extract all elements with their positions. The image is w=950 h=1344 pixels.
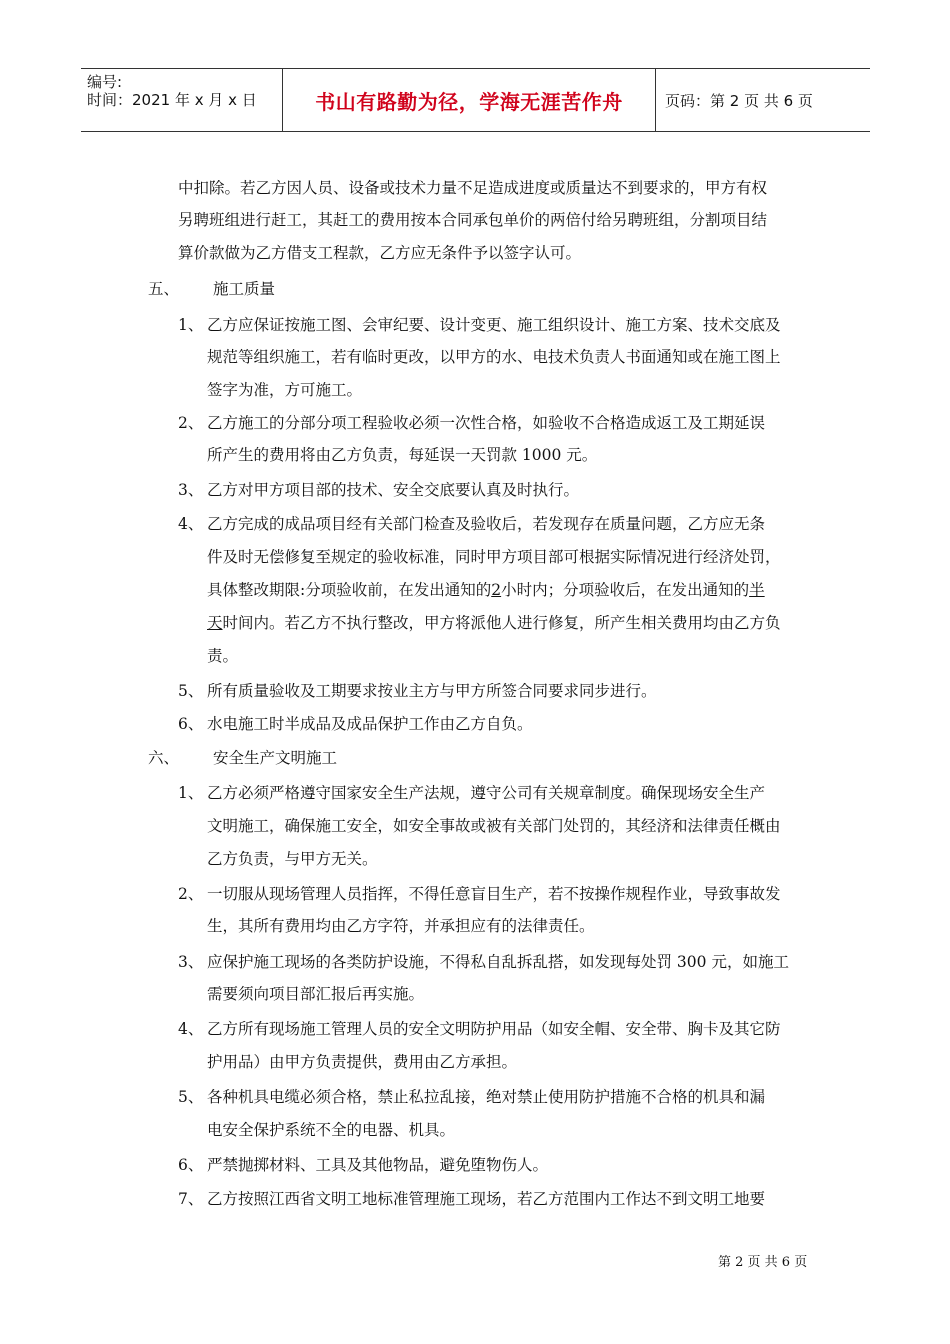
motto: 书山有路勤为径，学海无涯苦作舟 — [315, 89, 623, 114]
body-line: 中扣除。若乙方因人员、设备或技术力量不足造成进度或质量达不到要求的，甲方有权 — [178, 179, 768, 197]
header-meta — [81, 69, 281, 131]
item-number: 4、 — [178, 1020, 204, 1038]
section-number: 六、 — [148, 749, 180, 767]
page-footer: 第 2 页 共 6 页 — [718, 1255, 808, 1270]
item-number: 5、 — [178, 682, 204, 700]
section-number: 五、 — [148, 280, 180, 298]
item-line: 乙方施工的分部分项工程验收必须一次性合格，如验收不合格造成返工及工期延误 — [207, 414, 766, 432]
section-title: 施工质量 — [213, 280, 276, 298]
item-line: 乙方负责，与甲方无关。 — [207, 850, 378, 868]
item-line: 规范等组织施工，若有临时更改，以甲方的水、电技术负责人书面通知或在施工图上 — [207, 348, 781, 366]
item-number: 7、 — [178, 1190, 204, 1208]
item-line: 应保护施工现场的各类防护设施，不得私自乱拆乱搭，如发现每处罚 300 元，如施工 — [207, 953, 789, 971]
item-line: 乙方应保证按施工图、会审纪要、设计变更、施工组织设计、施工方案、技术交底及 — [207, 316, 781, 334]
item-line: 责。 — [207, 647, 239, 665]
underlined-day: 天 — [207, 614, 223, 632]
item-line: 乙方必须严格遵守国家安全生产法规，遵守公司有关规章制度。确保现场安全生产 — [207, 784, 766, 802]
item-line: 乙方对甲方项目部的技术、安全交底要认真及时执行。 — [207, 481, 580, 499]
item-text: 小时内；分项验收后，在发出通知的 — [501, 581, 750, 599]
item-line: 文明施工，确保施工安全，如安全事故或被有关部门处罚的，其经济和法律责任概由 — [207, 817, 781, 835]
item-number: 1、 — [178, 784, 204, 802]
item-line: 签字为准，方可施工。 — [207, 381, 363, 399]
doc-number-label: 编号: — [87, 73, 123, 91]
item-line: 乙方完成的成品项目经有关部门检查及验收后，若发现存在质量问题，乙方应无条 — [207, 515, 766, 533]
underlined-hours: 2 — [491, 581, 502, 599]
item-line: 生，其所有费用均由乙方字符，并承担应有的法律责任。 — [207, 917, 595, 935]
doc-time-label: 时间：2021 年 x 月 x 日 — [87, 91, 257, 109]
underlined-half: 半 — [749, 581, 765, 599]
item-number: 2、 — [178, 885, 204, 903]
item-text: 具体整改期限:分项验收前，在发出通知的 — [207, 581, 492, 599]
item-number: 3、 — [178, 481, 204, 499]
item-number: 4、 — [178, 515, 204, 533]
item-line — [207, 580, 765, 600]
body-line: 算价款做为乙方借支工程款，乙方应无条件予以签字认可。 — [178, 244, 582, 262]
header-motto-cell — [282, 69, 656, 131]
section-title: 安全生产文明施工 — [213, 749, 338, 767]
item-line: 严禁抛掷材料、工具及其他物品，避免堕物伤人。 — [207, 1156, 549, 1174]
header-page-cell — [655, 69, 870, 131]
item-line: 电安全保护系统不全的电器、机具。 — [207, 1121, 456, 1139]
header-page-code: 页码：第 2 页 共 6 页 — [665, 91, 813, 110]
item-line — [207, 613, 781, 633]
item-line: 件及时无偿修复至规定的验收标准，同时甲方项目部可根据实际情况进行经济处罚， — [207, 548, 781, 566]
item-number: 5、 — [178, 1088, 204, 1106]
item-line: 所产生的费用将由乙方负责，每延误一天罚款 1000 元。 — [207, 446, 598, 464]
item-line: 需要须向项目部汇报后再实施。 — [207, 985, 425, 1003]
item-line: 乙方所有现场施工管理人员的安全文明防护用品（如安全帽、安全带、胸卡及其它防 — [207, 1020, 781, 1038]
item-number: 1、 — [178, 316, 204, 334]
page-header — [81, 68, 870, 132]
item-number: 6、 — [178, 1156, 204, 1174]
item-line: 水电施工时半成品及成品保护工作由乙方自负。 — [207, 715, 533, 733]
item-line: 乙方按照江西省文明工地标准管理施工现场，若乙方范围内工作达不到文明工地要 — [207, 1190, 766, 1208]
item-text: 时间内。若乙方不执行整改，甲方将派他人进行修复，所产生相关费用均由乙方负 — [222, 614, 781, 632]
item-line: 护用品）由甲方负责提供，费用由乙方承担。 — [207, 1053, 518, 1071]
item-number: 3、 — [178, 953, 204, 971]
item-number: 6、 — [178, 715, 204, 733]
item-line: 一切服从现场管理人员指挥，不得任意盲目生产，若不按操作规程作业，导致事故发 — [207, 885, 781, 903]
item-line: 各种机具电缆必须合格，禁止私拉乱接，绝对禁止使用防护措施不合格的机具和漏 — [207, 1088, 766, 1106]
item-line: 所有质量验收及工期要求按业主方与甲方所签合同要求同步进行。 — [207, 682, 657, 700]
item-number: 2、 — [178, 414, 204, 432]
body-line: 另聘班组进行赶工，其赶工的费用按本合同承包单价的两倍付给另聘班组，分割项目结 — [178, 211, 768, 229]
